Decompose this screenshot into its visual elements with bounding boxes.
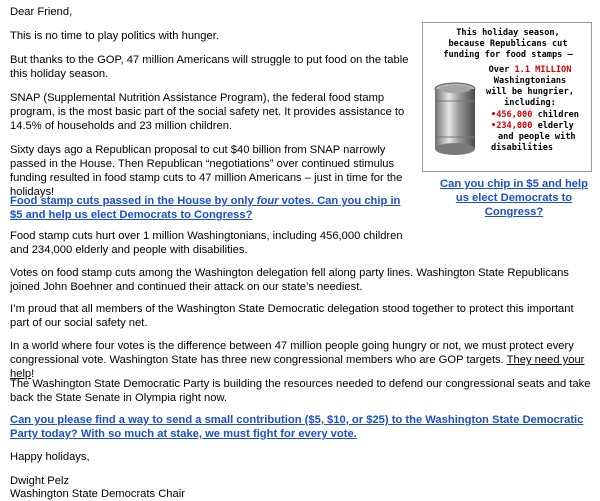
infobox-bullet-2 (491, 121, 591, 154)
bullet-2-continuation: and people with (498, 132, 576, 142)
infobox-intro (429, 28, 587, 61)
paragraph-8-text: In a world where four votes is the difference between 47 million people going hungry or not, we must protect every congressional vote. Washington State has three new congressional members who are GOP targets. (10, 340, 574, 366)
cta-link-1-part1[interactable]: Food stamp cuts passed in the House by only (10, 195, 257, 207)
paragraph-2: But thanks to the GOP, 47 million Americans will struggle to put food on the table this holiday season. (10, 54, 409, 80)
bullet-2-text: elderly (532, 121, 574, 131)
infobox-stat (471, 65, 589, 109)
infobox-over-number: 1.1 MILLION (514, 65, 572, 75)
signer-name: Dwight Pelz (10, 475, 70, 487)
greeting: Dear Friend, (10, 6, 73, 18)
paragraph-4: Sixty days ago a Republican proposal to cut $40 billion from SNAP narrowly passed in the House. Then Republican “negotiations” over continued stimulus funding resulted in food stamp cuts to 47 million Americans – just in time for the holidays! (10, 144, 403, 198)
paragraph-5: Food stamp cuts hurt over 1 million Washingtonians, including 456,000 children and 234,000 elderly and people with disabilities. (10, 230, 403, 256)
bullet-dot: • (491, 110, 497, 120)
paragraph-7: I’m proud that all members of the Washington State Democratic delegation stood together to protect this important part of our social safety net. (10, 303, 574, 329)
infobox-over-label: Over (488, 65, 515, 75)
bullet-2-continuation: disabilities (491, 143, 554, 153)
paragraph-6: Votes on food stamp cuts among the Washington delegation fell along party lines. Washington State Republicans joined John Boehner and continued their attack on our state’s neediest. (10, 267, 569, 293)
paragraph-9: The Washington State Democratic Party is building the resources needed to defend our congressional seats and take back the State Senate in Olympia right now. (10, 378, 591, 404)
paragraph-8 (10, 339, 592, 381)
cta-link-1-part2[interactable]: votes. Can you chip in $5 and help us elect Democrats to Congress? (10, 195, 401, 221)
infobox-stat-headline (471, 65, 589, 76)
infobox-intro-line: This holiday season, (456, 28, 560, 38)
closing: Happy holidays, (10, 451, 90, 463)
cta-link-1-emphasis[interactable]: four (256, 195, 279, 207)
infobox-intro-line: because Republicans cut (448, 39, 568, 49)
sidebar-cta-link[interactable] (436, 177, 592, 219)
infobox-stat-line: Washingtonians (493, 76, 567, 86)
bullet-2-number: 234,000 (496, 121, 533, 131)
infobox-bullet-1 (491, 110, 591, 121)
infobox-intro-line: funding for food stamps – (443, 50, 573, 60)
help-link[interactable]: They need your help (10, 354, 585, 380)
infobox-stat-line: will be hungrier, (486, 87, 574, 97)
infobox-stat-line: including: (504, 98, 556, 108)
sidebar-infobox (422, 22, 592, 172)
sidebar-cta-text[interactable]: Can you chip in $5 and help us elect Democrats to Congress? (440, 178, 588, 218)
bullet-1-text: children (532, 110, 579, 120)
paragraph-3: SNAP (Supplemental Nutrition Assistance Program), the federal food stamp program, is the most basic part of the social safety net. It provides assistance to 14.5% of households and 23 million children. (10, 92, 405, 132)
bullet-dot: • (491, 121, 497, 131)
cta-link-1[interactable] (10, 194, 415, 222)
signer-title: Washington State Democrats Chair (10, 488, 185, 500)
paragraph-1: This is no time to play politics with hunger. (10, 30, 219, 42)
paragraph-8-end: ! (31, 368, 35, 380)
cta-link-2[interactable]: Can you please find a way to send a small contribution ($5, $10, or $25) to the Washington State Democratic Party today? With so much at stake, we must fight for every vote. (10, 414, 584, 440)
bullet-1-number: 456,000 (496, 110, 533, 120)
